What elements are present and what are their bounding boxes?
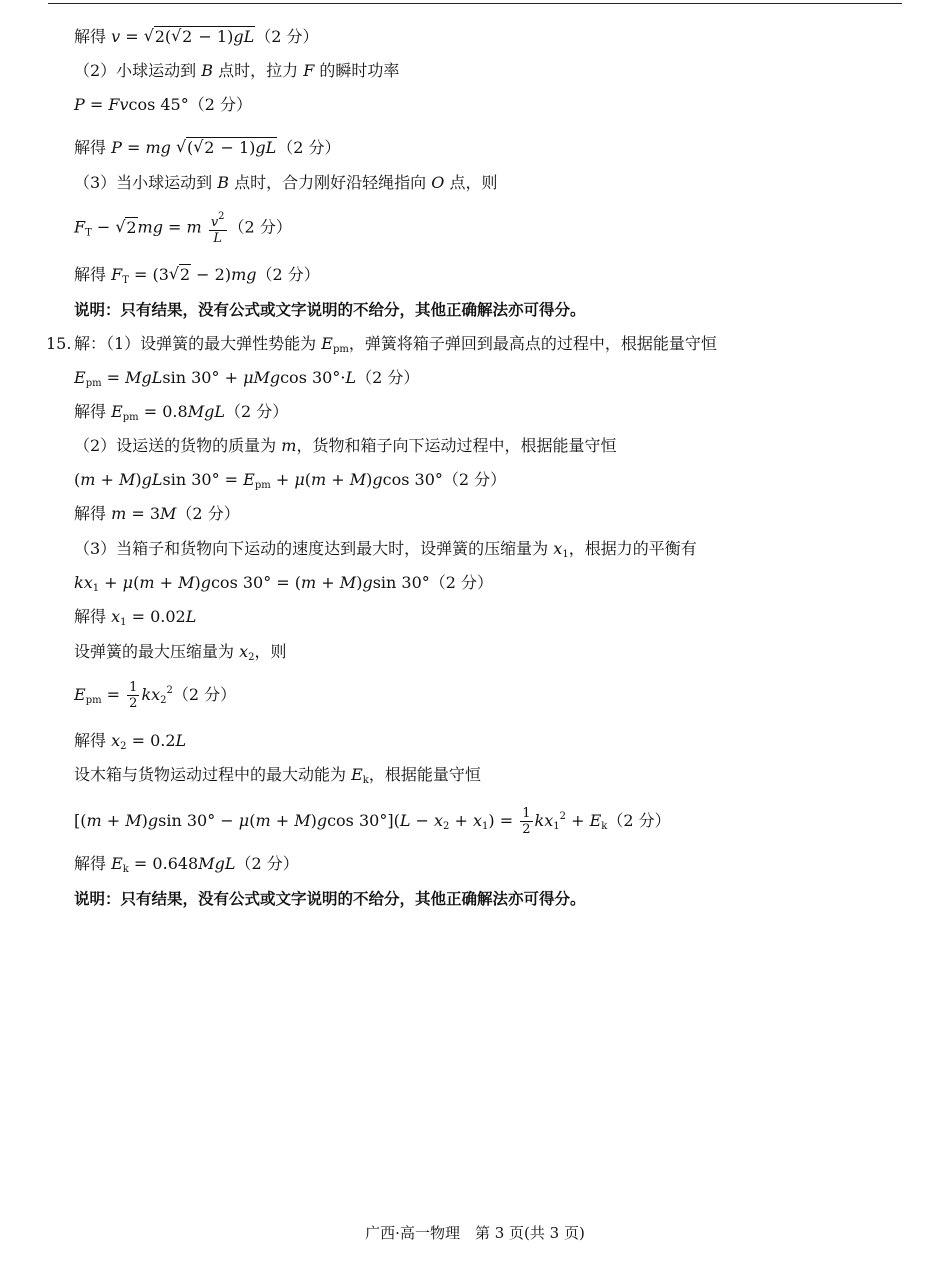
line-14: 解得 m = 3M（2 分）	[74, 504, 240, 523]
line-4: 解得 P = mg √ (√ 2 − 1)gL（2 分）	[74, 137, 341, 159]
line-11: 解得 $E_{pm} = 0.8MgL(2$ 分）	[74, 402, 289, 423]
line-10: $E_{pm} = MgLsin$ 30° + μMgcos 30°·L（2 分）	[74, 368, 420, 389]
note-1: 说明：只有结果，没有公式或文字说明的不给分，其他正确解法亦可得分。	[74, 301, 586, 319]
line-3: P = Fvcos 45°（2 分）	[74, 95, 253, 114]
note-2: 说明：只有结果，没有公式或文字说明的不给分，其他正确解法亦可得分。	[74, 890, 586, 908]
line-2: （2）小球运动到 B 点时，拉力 F 的瞬时功率	[74, 61, 400, 80]
line-1: 解得 v = √ 2(√ 2 − 1)gL（2 分）	[74, 26, 318, 48]
line-6: $F_T$ − √ 2mg = m $\frac{v^2}{L}$ （2 分）	[74, 210, 292, 246]
line-23: 解得 $E_k = 0.648MgL(2$ 分）	[74, 854, 299, 875]
page-footer: 广西·高一物理 第 3 页(共 3 页)	[365, 1224, 585, 1242]
line-15: （3）当箱子和货物向下运动的速度达到最大时，设弹簧的压缩量为 $x_1$，根据力的平衡有	[74, 539, 697, 560]
line-12: （2）设运送的货物的质量为 m，货物和箱子向下运动过程中，根据能量守恒	[74, 436, 617, 455]
line-19: $E_{pm}$ = $\frac{1}{2}$ $kx_2^2(2$ 分）	[74, 679, 237, 711]
top-rule	[48, 3, 902, 4]
question-15-number: 15.	[46, 334, 72, 353]
line-5: （3）当小球运动到 B 点时，合力刚好沿轻绳指向 O 点，则	[74, 173, 498, 192]
line-7: 解得 $F_T = (3√$ 2 − 2)mg（2 分）	[74, 264, 320, 292]
line-20: 解得 $x_2 = 0.2L$	[74, 731, 187, 752]
line-17: 解得 $x_1 = 0.02L$	[74, 607, 197, 628]
line-13: (m + M)gLsin $30^\circ = E_{pm} + \mu(m + M)gcos$ 30°（2 分）	[74, 470, 507, 491]
line-18: 设弹簧的最大压缩量为 $x_2$，则	[74, 642, 287, 663]
line-22: [(m + M)gsin 30° − μ(m + M)gcos $30^\circ](L - x_2 + x_1)$ = $\frac{1}{2}$ $kx_1^2 + E_k(2$ 分）	[74, 805, 671, 837]
line-9: 解：（1）设弹簧的最大弹性势能为 $E_{pm}$，弹簧将箱子弹回到最高点的过程中，根据能量守恒	[74, 334, 717, 355]
line-21: 设木箱与货物运动过程中的最大动能为 $E_k$，根据能量守恒	[74, 765, 481, 786]
line-16: $kx_1 + \mu(m + M)gcos$ 30° = (m + M)gsin 30°（2 分）	[74, 573, 494, 594]
